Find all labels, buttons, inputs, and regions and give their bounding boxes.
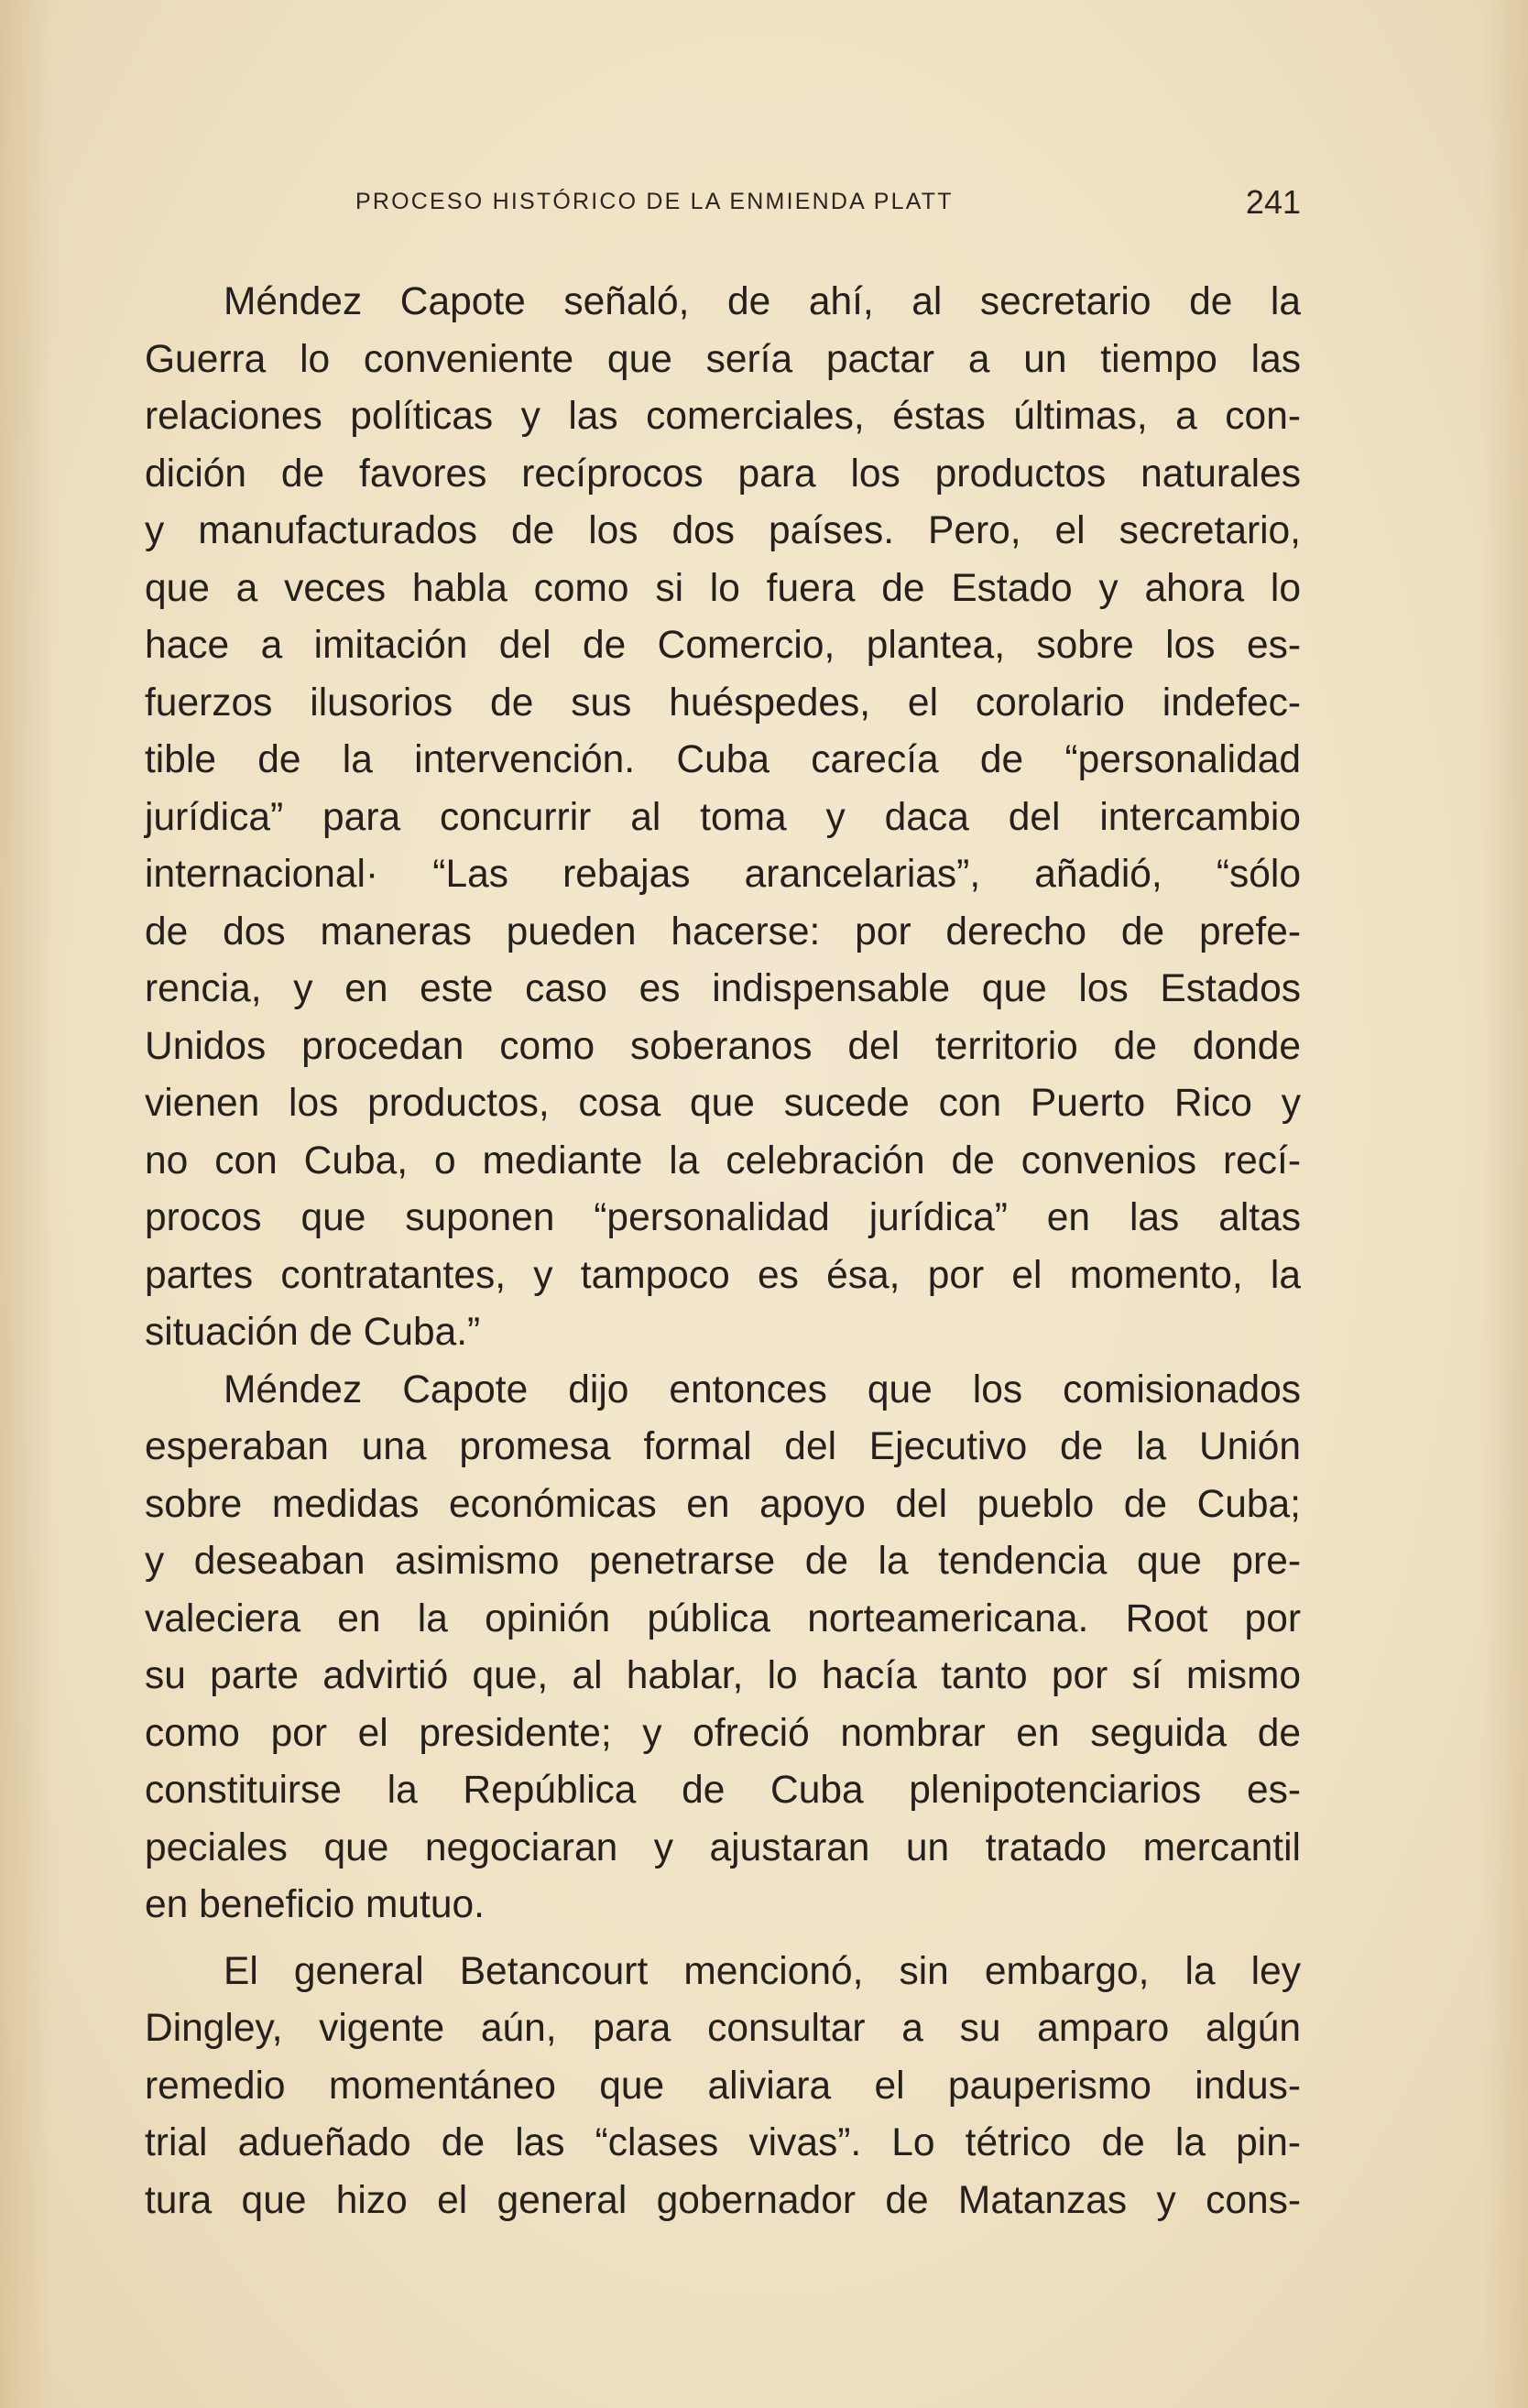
text-line: y manufacturados de los dos países. Pero, el secretario, [145, 509, 1301, 552]
text-line: y deseaban asimismo penetrarse de la tendencia que pre- [145, 1540, 1301, 1583]
text-line: relaciones políticas y las comerciales, éstas últimas, a con- [145, 395, 1301, 438]
text-line: fuerzos ilusorios de sus huéspedes, el corolario indefec- [145, 681, 1301, 725]
text-line: tura que hizo el general gobernador de Matanzas y cons- [145, 2178, 1301, 2222]
text-line: jurídica” para concurrir al toma y daca del intercambio [145, 795, 1301, 839]
text-line: en beneficio mutuo. [145, 1883, 485, 1926]
text-line: procos que suponen “personalidad jurídica” en las altas [145, 1196, 1301, 1239]
text-line: dición de favores recíprocos para los productos naturales [145, 452, 1301, 496]
text-line: como por el presidente; y ofreció nombrar en seguida de [145, 1711, 1301, 1755]
text-line: El general Betancourt mencionó, sin embargo, la ley [224, 1949, 1301, 1993]
text-line: Unidos procedan como soberanos del territorio de donde [145, 1024, 1301, 1068]
page-shadow-left [0, 0, 55, 2408]
text-line: trial adueñado de las “clases vivas”. Lo tétrico de la pin- [145, 2121, 1301, 2164]
text-line: de dos maneras pueden hacerse: por derecho de prefe- [145, 910, 1301, 953]
page-shadow-right [1482, 0, 1528, 2408]
text-line: constituirse la República de Cuba plenipotenciarios es- [145, 1769, 1301, 1812]
text-line: Méndez Capote señaló, de ahí, al secretario de la [224, 280, 1301, 323]
text-line: rencia, y en este caso es indispensable que los Estados [145, 967, 1301, 1010]
text-line: Guerra lo conveniente que sería pactar a un tiempo las [145, 337, 1301, 381]
text-line: hace a imitación del de Comercio, plantea, sobre los es- [145, 624, 1301, 667]
text-line: vienen los productos, cosa que sucede con Puerto Rico y [145, 1082, 1301, 1125]
paragraph-gap [145, 1934, 1301, 1944]
text-line: sobre medidas económicas en apoyo del pueblo de Cuba; [145, 1482, 1301, 1526]
text-line: que a veces habla como si lo fuera de Estado y ahora lo [145, 566, 1301, 610]
text-line: remedio momentáneo que aliviara el pauperismo indus- [145, 2064, 1301, 2108]
running-head: PROCESO HISTÓRICO DE LA ENMIENDA PLATT [355, 189, 954, 214]
text-line: peciales que negociaran y ajustaran un tratado mercantil [145, 1825, 1301, 1869]
text-line: no con Cuba, o mediante la celebración de convenios recí- [145, 1139, 1301, 1182]
text-line: situación de Cuba.” [145, 1311, 481, 1354]
text-line: valeciera en la opinión pública norteamericana. Root por [145, 1596, 1301, 1640]
text-line: esperaban una promesa formal del Ejecutivo de la Unión [145, 1425, 1301, 1468]
body-text [145, 274, 1301, 2229]
text-line: Dingley, vigente aún, para consultar a su amparo algún [145, 2007, 1301, 2050]
text-line: tible de la intervención. Cuba carecía de “personalidad [145, 738, 1301, 781]
page-header [145, 183, 1301, 229]
page-number: 241 [1245, 183, 1301, 221]
text-line: internacional· “Las rebajas arancelarias”, añadió, “sólo [145, 853, 1301, 896]
text-line: partes contratantes, y tampoco es ésa, por el momento, la [145, 1253, 1301, 1297]
text-line: su parte advirtió que, al hablar, lo hacía tanto por sí mismo [145, 1654, 1301, 1697]
text-line: Méndez Capote dijo entonces que los comisionados [224, 1367, 1301, 1411]
